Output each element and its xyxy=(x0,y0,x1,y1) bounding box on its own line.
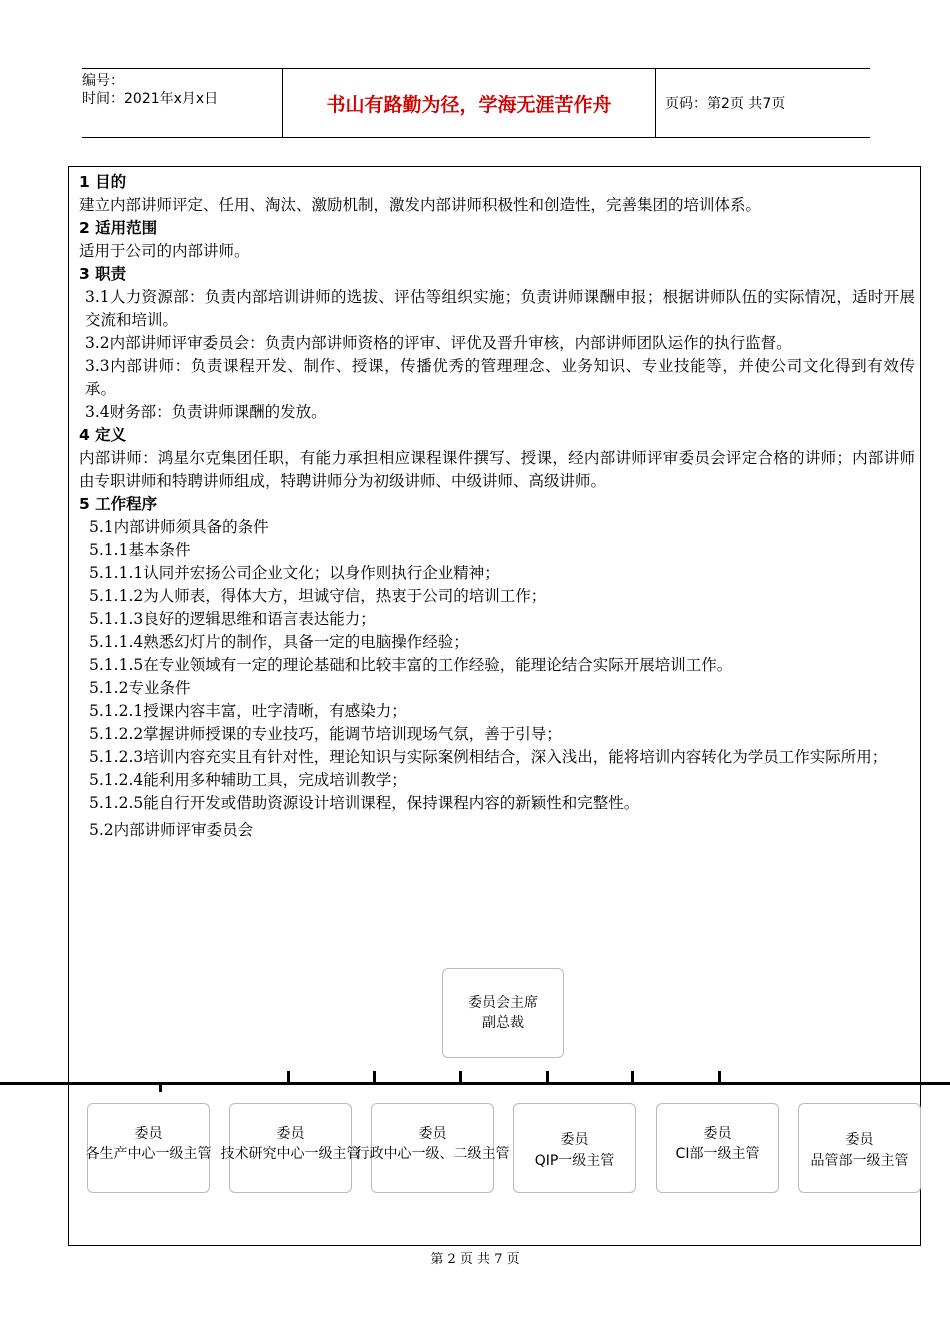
procedure-item: 5.1.1.2为人师表，得体大方，坦诚守信，热衷于公司的培训工作； xyxy=(89,587,547,605)
section-title-definition: 4 定义 xyxy=(79,426,127,444)
org-member-box xyxy=(798,1103,921,1193)
org-member-box xyxy=(220,1103,361,1193)
org-connector-tick xyxy=(631,1071,634,1084)
org-member-box xyxy=(355,1103,510,1193)
procedure-item: 5.1.1.1认同并宏扬公司企业文化；以身作则执行企业精神； xyxy=(89,564,500,582)
org-member-box xyxy=(87,1103,210,1193)
org-connector-tick xyxy=(546,1071,549,1084)
member-title: 委员 xyxy=(134,1126,163,1142)
header-motto: 书山有路勤为径，学海无涯苦作舟 xyxy=(282,69,656,137)
section-text-purpose: 建立内部讲师评定、任用、淘汰、激励机制，激发内部讲师积极性和创造性，完善集团的培训体系。 xyxy=(79,196,762,214)
section-text-definition: 内部讲师：鸿星尔克集团任职，有能力承担相应课程课件撰写、授课，经内部讲师评审委员会评定合格的讲师；内部讲师由专职讲师和特聘讲师组成，特聘讲师分为初级讲师、中级讲师、高级讲师。 xyxy=(79,449,915,490)
procedure-item: 5.1内部讲师须具备的条件 xyxy=(89,518,269,536)
section-title-duties: 3 职责 xyxy=(79,265,127,283)
org-connector-tick xyxy=(159,1083,162,1092)
procedure-item: 5.1.1基本条件 xyxy=(89,541,191,559)
chair-title: 委员会主席 xyxy=(468,995,538,1011)
section-title-committee: 5.2内部讲师评审委员会 xyxy=(89,821,254,839)
org-connector-tick xyxy=(373,1071,376,1084)
member-role: CI部一级主管 xyxy=(675,1146,760,1162)
member-title: 委员 xyxy=(845,1132,874,1148)
org-connector-line xyxy=(0,1082,950,1085)
procedure-item: 5.1.2.4能利用多种辅助工具，完成培训教学； xyxy=(89,771,407,789)
member-title: 委员 xyxy=(560,1132,589,1148)
section-title-purpose: 1 目的 xyxy=(79,173,127,191)
member-role: 各生产中心一级主管 xyxy=(85,1146,212,1162)
member-role: 品管部一级主管 xyxy=(810,1153,909,1169)
org-member-box xyxy=(656,1103,779,1193)
header-meta-cell xyxy=(82,69,282,137)
number-label: 编号： xyxy=(82,73,124,89)
procedure-item: 5.1.2.3培训内容充实且有针对性，理论知识与实际案例相结合，深入浅出，能将培训内容转化为学员工作实际所用； xyxy=(89,748,888,766)
chair-role: 副总裁 xyxy=(482,1015,524,1031)
time-label: 时间：2021年x月x日 xyxy=(82,91,219,107)
duty-item: 3.3内部讲师：负责课程开发、制作、授课，传播优秀的管理理念、业务知识、专业技能等，并使公司文化得到有效传承。 xyxy=(85,357,915,398)
section-title-scope: 2 适用范围 xyxy=(79,219,158,237)
procedure-item: 5.1.2.1授课内容丰富，吐字清晰，有感染力； xyxy=(89,702,407,720)
procedure-item: 5.1.2专业条件 xyxy=(89,679,191,697)
procedure-item: 5.1.1.4熟悉幻灯片的制作，具备一定的电脑操作经验； xyxy=(89,633,469,651)
procedure-item: 5.1.1.3良好的逻辑思维和语言表达能力； xyxy=(89,610,376,628)
member-title: 委员 xyxy=(418,1126,447,1142)
duty-item: 3.2内部讲师评审委员会：负责内部讲师资格的评审、评优及晋升审核，内部讲师团队运作的执行监督。 xyxy=(85,334,792,352)
org-connector-tick xyxy=(287,1071,290,1084)
member-role: 技术研究中心一级主管 xyxy=(220,1146,361,1162)
procedure-item: 5.1.2.2掌握讲师授课的专业技巧，能调节培训现场气氛，善于引导； xyxy=(89,725,562,743)
document-body xyxy=(79,171,915,842)
procedure-item: 5.1.2.5能自行开发或借助资源设计培训课程，保持课程内容的新颖性和完整性。 xyxy=(89,794,640,812)
org-chair-box xyxy=(442,968,564,1058)
duty-item: 3.1人力资源部：负责内部培训讲师的选拔、评估等组织实施；负责讲师课酬申报；根据讲师队伍的实际情况，适时开展交流和培训。 xyxy=(85,288,915,329)
member-role: 行政中心一级、二级主管 xyxy=(355,1146,510,1162)
member-title: 委员 xyxy=(276,1126,305,1142)
section-title-procedure: 5 工作程序 xyxy=(79,495,158,513)
page-footer: 第 2 页 共 7 页 xyxy=(430,1252,520,1267)
procedure-item: 5.1.1.5在专业领域有一定的理论基础和比较丰富的工作经验，能理论结合实际开展培训工作。 xyxy=(89,656,733,674)
header-page-info: 页码：第2页 共7页 xyxy=(665,96,786,112)
member-role: QIP一级主管 xyxy=(534,1153,615,1169)
duty-item: 3.4财务部：负责讲师课酬的发放。 xyxy=(85,403,327,421)
member-title: 委员 xyxy=(703,1126,732,1142)
org-connector-tick xyxy=(718,1071,721,1084)
org-member-box xyxy=(513,1103,636,1193)
section-text-scope: 适用于公司的内部讲师。 xyxy=(79,242,250,260)
document-header xyxy=(82,68,870,138)
org-connector-tick xyxy=(459,1071,462,1084)
